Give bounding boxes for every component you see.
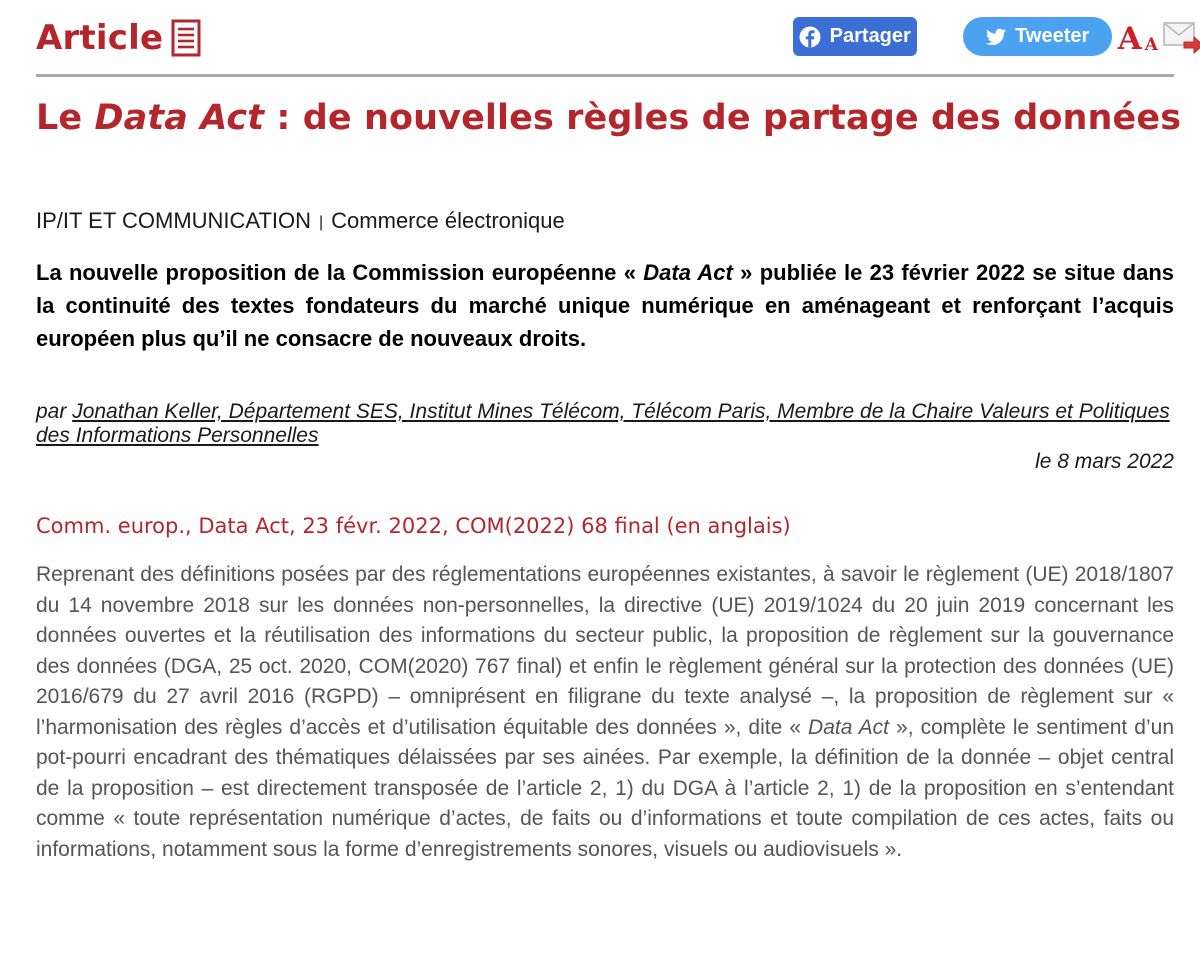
document-icon	[171, 19, 201, 57]
article-body: Reprenant des définitions posées par des réglementations européennes existantes, à savoir le règlement (UE) 2018/1807 du 14 novembre 2018 sur les données non-personnelles, la directive (UE) 2019/1024 du 20 juin 2019 concernant les données ouvertes et la réutilisation des informations du secteur public, la proposition de règlement sur la gouvernance des données (DGA, 25 oct. 2020, COM(2020) 767 final) et enfin le règlement général sur la protection des données (UE) 2016/679 du 27 avril 2016 (RGPD) – omniprésent en filigrane du texte analysé –, la proposition de règlement sur « l’harmonisation des règles d’accès et d’utilisation équitable des données », dite « Data Act », complète le sentiment d’un pot-pourri encadrant des thématiques délaissées par ses ainées. Par exemple, la définition de la donnée – objet central de la proposition – est directement transposée de l’article 2, 1) du DGA à l’article 2, 1) de la proposition en s’entendant comme « toute représentation numérique d’actes, de faits ou d’informations et toute compilation de ces actes, faits ou informations, notamment sous la forme d’enregistrements sonores, visuels ou audiovisuels ».	[36, 563, 1175, 861]
facebook-icon	[799, 26, 821, 48]
brand-label: Article	[36, 18, 164, 58]
lead-emphasis: Data Act	[643, 260, 733, 285]
author-link[interactable]: Jonathan Keller, Département SES, Institut Mines Télécom, Télécom Paris, Membre de la Chaire Valeurs et Politiques des Informations Personnelles	[36, 400, 1170, 447]
twitter-icon	[985, 26, 1007, 48]
page-title: Le Data Act : de nouvelles règles de partage des données	[36, 98, 1182, 138]
category-main[interactable]: IP/IT ET COMMUNICATION	[36, 208, 312, 233]
title-emphasis: Data Act	[94, 98, 265, 138]
article-lead: La nouvelle proposition de la Commission européenne « Data Act » publiée le 23 février 2022 se situe dans la continuité des textes fondateurs du marché unique numérique en aménageant et renforçant l’acquis européen plus qu’il ne consacre de nouveaux droits.	[36, 260, 1174, 351]
category-breadcrumb	[36, 208, 565, 234]
share-actions	[793, 17, 1200, 56]
category-separator: |	[319, 214, 324, 231]
decrease-font-button[interactable]: A	[1144, 34, 1158, 55]
facebook-share-label: Partager	[829, 25, 911, 47]
email-share-icon[interactable]	[1162, 18, 1200, 56]
brand	[36, 18, 201, 58]
font-size-controls	[1118, 18, 1158, 56]
tweet-button[interactable]	[963, 17, 1112, 56]
article-header	[36, 0, 1174, 77]
article-page	[36, 0, 1182, 861]
facebook-share-button[interactable]	[793, 17, 917, 56]
body-emphasis: Data Act	[808, 715, 890, 739]
tweet-label: Tweeter	[1015, 25, 1090, 47]
byline-prefix: par	[36, 400, 73, 423]
increase-font-button[interactable]: A	[1117, 20, 1142, 57]
publication-date: le 8 mars 2022	[1035, 450, 1174, 473]
byline	[36, 400, 1174, 448]
source-reference-link[interactable]: Comm. europ., Data Act, 23 févr. 2022, COM(2022) 68 final (en anglais)	[36, 514, 791, 538]
category-sub[interactable]: Commerce électronique	[331, 208, 565, 233]
